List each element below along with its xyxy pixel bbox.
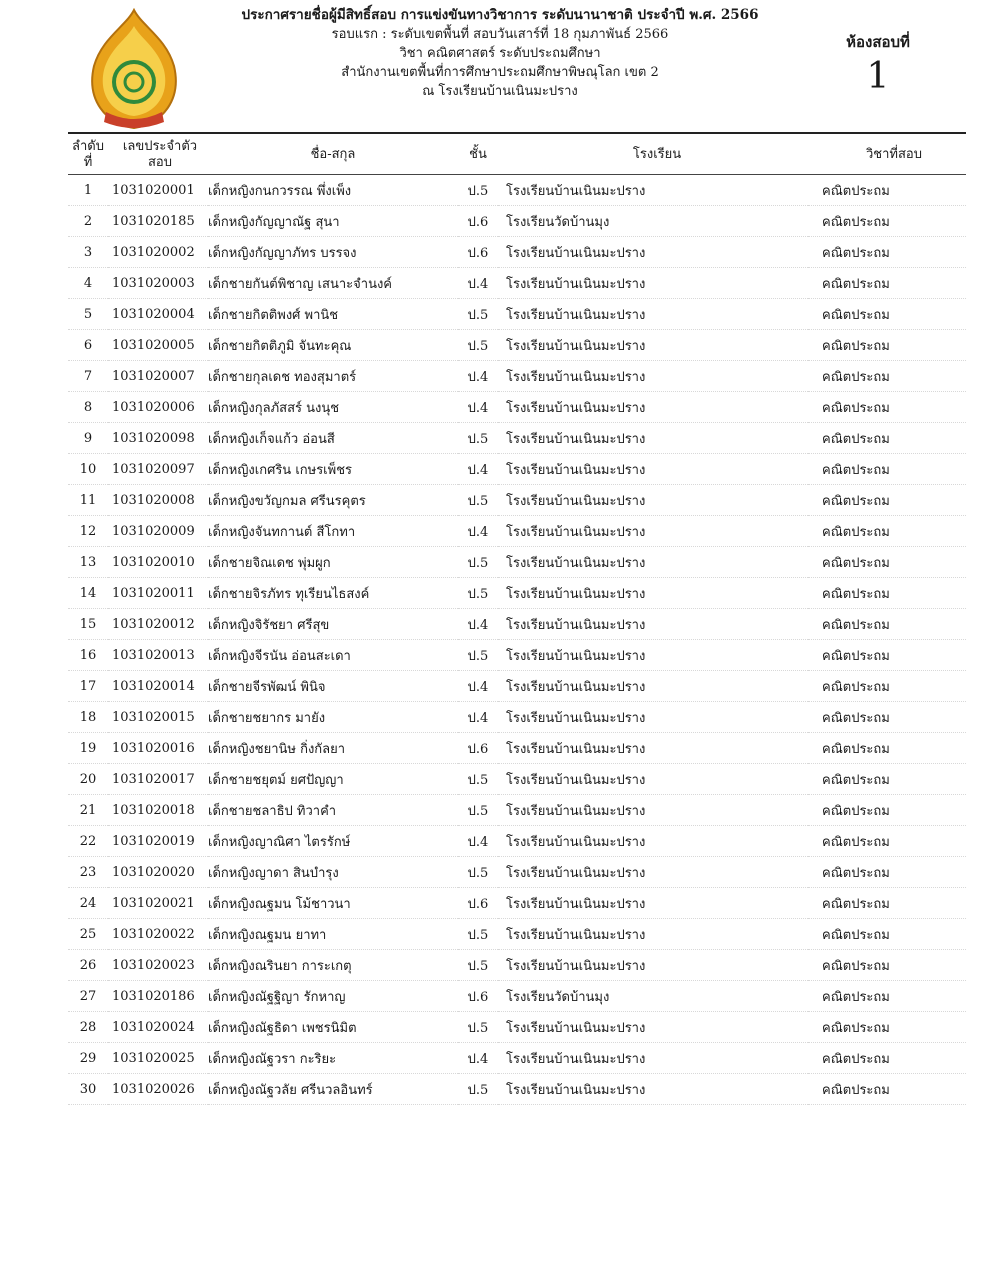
cell-no: 3 — [68, 237, 108, 268]
header-subject: วิชา คณิตศาสตร์ ระดับประถมศึกษา — [399, 46, 601, 61]
cell-subject: คณิตประถม — [808, 733, 966, 764]
cell-no: 1 — [68, 175, 108, 206]
cell-grade: ป.5 — [458, 330, 498, 361]
cell-school: โรงเรียนบ้านเนินมะปราง — [498, 392, 808, 423]
table-row — [68, 950, 966, 981]
cell-name: เด็กหญิงณัฐวรา กะริยะ — [208, 1043, 458, 1074]
cell-subject: คณิตประถม — [808, 981, 966, 1012]
cell-grade: ป.5 — [458, 299, 498, 330]
header-office: สำนักงานเขตพื้นที่การศึกษาประถมศึกษาพิษณุโลก เขต 2 — [341, 65, 659, 80]
exam-room-box — [828, 30, 928, 100]
cell-no: 22 — [68, 826, 108, 857]
cell-school: โรงเรียนบ้านเนินมะปราง — [498, 826, 808, 857]
cell-no: 9 — [68, 423, 108, 454]
col-header-subject: วิชาที่สอบ — [808, 136, 966, 175]
cell-no: 6 — [68, 330, 108, 361]
cell-name: เด็กหญิงเกศริน เกษรเพ็ชร — [208, 454, 458, 485]
cell-grade: ป.4 — [458, 454, 498, 485]
table-row — [68, 392, 966, 423]
cell-school: โรงเรียนวัดบ้านมุง — [498, 206, 808, 237]
cell-subject: คณิตประถม — [808, 640, 966, 671]
cell-subject: คณิตประถม — [808, 361, 966, 392]
cell-subject: คณิตประถม — [808, 516, 966, 547]
announcement-header — [210, 6, 790, 101]
cell-exam-id: 1031020186 — [108, 981, 208, 1012]
cell-no: 30 — [68, 1074, 108, 1105]
cell-no: 19 — [68, 733, 108, 764]
cell-exam-id: 1031020012 — [108, 609, 208, 640]
cell-name: เด็กชายชยุตม์ ยศปัญญา — [208, 764, 458, 795]
col-header-id — [108, 136, 208, 175]
cell-exam-id: 1031020024 — [108, 1012, 208, 1043]
table-row — [68, 485, 966, 516]
cell-name: เด็กหญิงณรินยา การะเกตุ — [208, 950, 458, 981]
cell-school: โรงเรียนบ้านเนินมะปราง — [498, 1012, 808, 1043]
cell-subject: คณิตประถม — [808, 857, 966, 888]
cell-exam-id: 1031020002 — [108, 237, 208, 268]
table-row — [68, 268, 966, 299]
cell-exam-id: 1031020023 — [108, 950, 208, 981]
cell-exam-id: 1031020011 — [108, 578, 208, 609]
cell-exam-id: 1031020017 — [108, 764, 208, 795]
cell-school: โรงเรียนบ้านเนินมะปราง — [498, 857, 808, 888]
cell-school: โรงเรียนบ้านเนินมะปราง — [498, 578, 808, 609]
cell-name: เด็กหญิงขวัญกมล ศรีนรคุตร — [208, 485, 458, 516]
table-row — [68, 981, 966, 1012]
candidate-table — [68, 136, 966, 1105]
cell-school: โรงเรียนบ้านเนินมะปราง — [498, 764, 808, 795]
cell-subject: คณิตประถม — [808, 392, 966, 423]
cell-grade: ป.4 — [458, 516, 498, 547]
cell-exam-id: 1031020020 — [108, 857, 208, 888]
cell-exam-id: 1031020097 — [108, 454, 208, 485]
cell-subject: คณิตประถม — [808, 330, 966, 361]
cell-exam-id: 1031020001 — [108, 175, 208, 206]
cell-grade: ป.5 — [458, 578, 498, 609]
cell-grade: ป.5 — [458, 1074, 498, 1105]
table-header-row — [68, 136, 966, 175]
cell-grade: ป.5 — [458, 950, 498, 981]
room-number: 1 — [866, 56, 890, 97]
agency-emblem-logo — [84, 8, 184, 132]
table-row — [68, 175, 966, 206]
table-row — [68, 826, 966, 857]
cell-grade: ป.5 — [458, 919, 498, 950]
cell-subject: คณิตประถม — [808, 578, 966, 609]
cell-exam-id: 1031020025 — [108, 1043, 208, 1074]
cell-grade: ป.5 — [458, 547, 498, 578]
cell-name: เด็กหญิงชยานิษ กิ่งกัลยา — [208, 733, 458, 764]
cell-grade: ป.4 — [458, 361, 498, 392]
cell-grade: ป.5 — [458, 423, 498, 454]
cell-school: โรงเรียนบ้านเนินมะปราง — [498, 702, 808, 733]
cell-subject: คณิตประถม — [808, 547, 966, 578]
cell-exam-id: 1031020021 — [108, 888, 208, 919]
table-row — [68, 795, 966, 826]
cell-no: 13 — [68, 547, 108, 578]
cell-grade: ป.4 — [458, 268, 498, 299]
cell-name: เด็กชายกุลเดช ทองสุมาตร์ — [208, 361, 458, 392]
cell-school: โรงเรียนบ้านเนินมะปราง — [498, 671, 808, 702]
cell-subject: คณิตประถม — [808, 919, 966, 950]
cell-grade: ป.5 — [458, 764, 498, 795]
table-row — [68, 423, 966, 454]
cell-grade: ป.4 — [458, 1043, 498, 1074]
table-row — [68, 330, 966, 361]
cell-name: เด็กหญิงจีรนัน อ่อนสะเดา — [208, 640, 458, 671]
cell-grade: ป.4 — [458, 702, 498, 733]
table-row — [68, 609, 966, 640]
cell-school: โรงเรียนบ้านเนินมะปราง — [498, 268, 808, 299]
cell-school: โรงเรียนบ้านเนินมะปราง — [498, 237, 808, 268]
cell-no: 27 — [68, 981, 108, 1012]
cell-subject: คณิตประถม — [808, 950, 966, 981]
cell-grade: ป.4 — [458, 609, 498, 640]
cell-exam-id: 1031020022 — [108, 919, 208, 950]
cell-name: เด็กหญิงกัญญาณัฐ สุนา — [208, 206, 458, 237]
cell-school: โรงเรียนบ้านเนินมะปราง — [498, 640, 808, 671]
cell-subject: คณิตประถม — [808, 299, 966, 330]
cell-subject: คณิตประถม — [808, 795, 966, 826]
cell-subject: คณิตประถม — [808, 609, 966, 640]
cell-grade: ป.5 — [458, 640, 498, 671]
cell-no: 24 — [68, 888, 108, 919]
table-row — [68, 702, 966, 733]
cell-subject: คณิตประถม — [808, 1043, 966, 1074]
cell-no: 4 — [68, 268, 108, 299]
table-row — [68, 299, 966, 330]
cell-name: เด็กชายกันต์พิชาญ เสนาะจำนงค์ — [208, 268, 458, 299]
cell-exam-id: 1031020015 — [108, 702, 208, 733]
col-header-school: โรงเรียน — [498, 136, 808, 175]
cell-subject: คณิตประถม — [808, 206, 966, 237]
cell-school: โรงเรียนบ้านเนินมะปราง — [498, 609, 808, 640]
cell-exam-id: 1031020014 — [108, 671, 208, 702]
cell-school: โรงเรียนบ้านเนินมะปราง — [498, 1074, 808, 1105]
cell-school: โรงเรียนวัดบ้านมุง — [498, 981, 808, 1012]
cell-no: 15 — [68, 609, 108, 640]
col-header-no-line2: ที่ — [83, 155, 93, 170]
header-divider — [68, 132, 966, 134]
cell-name: เด็กหญิงณัฐธิดา เพชรนิมิต — [208, 1012, 458, 1043]
cell-subject: คณิตประถม — [808, 1074, 966, 1105]
cell-school: โรงเรียนบ้านเนินมะปราง — [498, 547, 808, 578]
cell-subject: คณิตประถม — [808, 764, 966, 795]
cell-name: เด็กชายชลาธิป ทิวาคำ — [208, 795, 458, 826]
cell-grade: ป.4 — [458, 671, 498, 702]
cell-exam-id: 1031020018 — [108, 795, 208, 826]
table-row — [68, 733, 966, 764]
cell-no: 18 — [68, 702, 108, 733]
table-row — [68, 361, 966, 392]
cell-no: 17 — [68, 671, 108, 702]
cell-school: โรงเรียนบ้านเนินมะปราง — [498, 485, 808, 516]
cell-no: 12 — [68, 516, 108, 547]
table-row — [68, 1043, 966, 1074]
cell-school: โรงเรียนบ้านเนินมะปราง — [498, 950, 808, 981]
cell-name: เด็กหญิงกัญญาภัทร บรรจง — [208, 237, 458, 268]
table-row — [68, 578, 966, 609]
candidate-table-body — [68, 175, 966, 1105]
cell-no: 5 — [68, 299, 108, 330]
cell-grade: ป.6 — [458, 206, 498, 237]
col-header-id-line1: เลขประจำตัว — [122, 139, 198, 154]
cell-exam-id: 1031020010 — [108, 547, 208, 578]
cell-name: เด็กหญิงณฐมน โม้ชาวนา — [208, 888, 458, 919]
cell-subject: คณิตประถม — [808, 175, 966, 206]
cell-subject: คณิตประถม — [808, 888, 966, 919]
cell-school: โรงเรียนบ้านเนินมะปราง — [498, 454, 808, 485]
cell-subject: คณิตประถม — [808, 826, 966, 857]
table-row — [68, 454, 966, 485]
cell-school: โรงเรียนบ้านเนินมะปราง — [498, 795, 808, 826]
cell-subject: คณิตประถม — [808, 454, 966, 485]
cell-no: 23 — [68, 857, 108, 888]
col-header-grade: ชั้น — [458, 136, 498, 175]
table-row — [68, 1074, 966, 1105]
table-row — [68, 888, 966, 919]
cell-exam-id: 1031020026 — [108, 1074, 208, 1105]
cell-school: โรงเรียนบ้านเนินมะปราง — [498, 423, 808, 454]
cell-subject: คณิตประถม — [808, 268, 966, 299]
table-row — [68, 1012, 966, 1043]
cell-grade: ป.5 — [458, 795, 498, 826]
cell-name: เด็กชายกิตติพงศ์ พานิช — [208, 299, 458, 330]
cell-school: โรงเรียนบ้านเนินมะปราง — [498, 516, 808, 547]
table-row — [68, 516, 966, 547]
cell-no: 29 — [68, 1043, 108, 1074]
room-label: ห้องสอบที่ — [846, 33, 910, 51]
cell-name: เด็กชายกิตติภูมิ จันทะคุณ — [208, 330, 458, 361]
cell-school: โรงเรียนบ้านเนินมะปราง — [498, 919, 808, 950]
cell-exam-id: 1031020019 — [108, 826, 208, 857]
cell-school: โรงเรียนบ้านเนินมะปราง — [498, 175, 808, 206]
header-venue: ณ โรงเรียนบ้านเนินมะปราง — [422, 84, 578, 99]
table-row — [68, 237, 966, 268]
cell-exam-id: 1031020013 — [108, 640, 208, 671]
cell-no: 8 — [68, 392, 108, 423]
cell-exam-id: 1031020004 — [108, 299, 208, 330]
cell-no: 10 — [68, 454, 108, 485]
cell-grade: ป.6 — [458, 733, 498, 764]
cell-no: 28 — [68, 1012, 108, 1043]
cell-exam-id: 1031020006 — [108, 392, 208, 423]
cell-subject: คณิตประถม — [808, 423, 966, 454]
cell-grade: ป.5 — [458, 857, 498, 888]
cell-grade: ป.5 — [458, 485, 498, 516]
table-row — [68, 206, 966, 237]
cell-no: 26 — [68, 950, 108, 981]
cell-subject: คณิตประถม — [808, 671, 966, 702]
cell-name: เด็กหญิงกนกวรรณ พึ่งเพ็ง — [208, 175, 458, 206]
cell-school: โรงเรียนบ้านเนินมะปราง — [498, 888, 808, 919]
col-header-no — [68, 136, 108, 175]
cell-no: 20 — [68, 764, 108, 795]
cell-name: เด็กชายจิรภัทร ทุเรียนไธสงค์ — [208, 578, 458, 609]
cell-no: 25 — [68, 919, 108, 950]
cell-exam-id: 1031020007 — [108, 361, 208, 392]
cell-name: เด็กชายจิณเดช พุ่มผูก — [208, 547, 458, 578]
cell-no: 2 — [68, 206, 108, 237]
cell-name: เด็กหญิงญาณิศา ไตรรักษ์ — [208, 826, 458, 857]
cell-name: เด็กหญิงณัฐวลัย ศรีนวลอินทร์ — [208, 1074, 458, 1105]
col-header-no-line1: ลำดับ — [72, 139, 104, 154]
cell-school: โรงเรียนบ้านเนินมะปราง — [498, 330, 808, 361]
cell-name: เด็กหญิงจิรัชยา ศรีสุข — [208, 609, 458, 640]
cell-grade: ป.6 — [458, 888, 498, 919]
header-title: ประกาศรายชื่อผู้มีสิทธิ์สอบ การแข่งขันทางวิชาการ ระดับนานาชาติ ประจำปี พ.ศ. 2566 — [241, 7, 759, 23]
col-header-id-line2: สอบ — [148, 155, 172, 170]
cell-no: 14 — [68, 578, 108, 609]
table-row — [68, 640, 966, 671]
col-header-name: ชื่อ-สกุล — [208, 136, 458, 175]
cell-school: โรงเรียนบ้านเนินมะปราง — [498, 733, 808, 764]
cell-exam-id: 1031020185 — [108, 206, 208, 237]
table-row — [68, 671, 966, 702]
cell-grade: ป.4 — [458, 392, 498, 423]
cell-name: เด็กหญิงณฐมน ยาทา — [208, 919, 458, 950]
cell-name: เด็กชายชยากร มายัง — [208, 702, 458, 733]
cell-grade: ป.5 — [458, 175, 498, 206]
cell-exam-id: 1031020005 — [108, 330, 208, 361]
cell-name: เด็กหญิงญาดา สินบำรุง — [208, 857, 458, 888]
cell-subject: คณิตประถม — [808, 702, 966, 733]
cell-no: 11 — [68, 485, 108, 516]
cell-grade: ป.6 — [458, 237, 498, 268]
cell-no: 7 — [68, 361, 108, 392]
cell-name: เด็กหญิงจันทกานต์ สีโกทา — [208, 516, 458, 547]
cell-subject: คณิตประถม — [808, 485, 966, 516]
cell-exam-id: 1031020009 — [108, 516, 208, 547]
cell-subject: คณิตประถม — [808, 1012, 966, 1043]
cell-school: โรงเรียนบ้านเนินมะปราง — [498, 1043, 808, 1074]
cell-no: 21 — [68, 795, 108, 826]
cell-school: โรงเรียนบ้านเนินมะปราง — [498, 361, 808, 392]
table-row — [68, 764, 966, 795]
cell-name: เด็กหญิงณัฐฐิญา รักหาญ — [208, 981, 458, 1012]
header-round: รอบแรก : ระดับเขตพื้นที่ สอบวันเสาร์ที่ 18 กุมภาพันธ์ 2566 — [331, 27, 669, 42]
table-row — [68, 919, 966, 950]
table-row — [68, 547, 966, 578]
cell-grade: ป.6 — [458, 981, 498, 1012]
cell-no: 16 — [68, 640, 108, 671]
cell-name: เด็กหญิงเก็จแก้ว อ่อนสี — [208, 423, 458, 454]
cell-subject: คณิตประถม — [808, 237, 966, 268]
cell-exam-id: 1031020016 — [108, 733, 208, 764]
cell-name: เด็กหญิงกุลภัสสร์ นงนุช — [208, 392, 458, 423]
cell-exam-id: 1031020008 — [108, 485, 208, 516]
cell-exam-id: 1031020003 — [108, 268, 208, 299]
cell-school: โรงเรียนบ้านเนินมะปราง — [498, 299, 808, 330]
table-row — [68, 857, 966, 888]
cell-grade: ป.4 — [458, 826, 498, 857]
cell-name: เด็กชายจีรพัฒน์ พินิจ — [208, 671, 458, 702]
cell-exam-id: 1031020098 — [108, 423, 208, 454]
cell-grade: ป.5 — [458, 1012, 498, 1043]
